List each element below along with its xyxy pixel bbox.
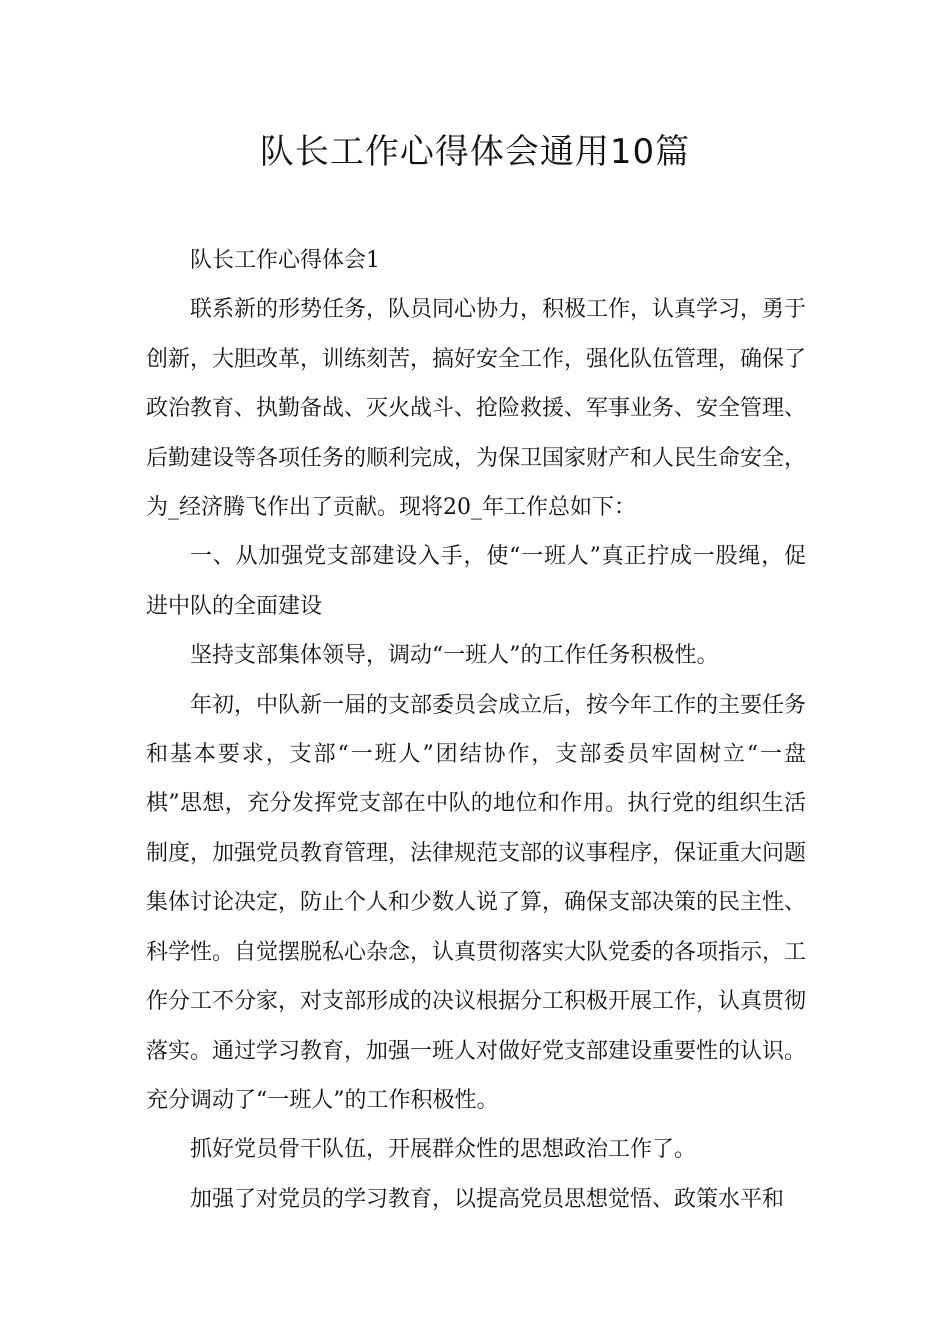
paragraph: 一、从加强党支部建设入手，使“一班人”真正拧成一股绳，促进中队的全面建设: [146, 544, 806, 619]
paragraph: 联系新的形势任务，队员同心协力，积极工作，认真学习，勇于创新，大胆改革，训练刻苦，搞好安全工作，强化队伍管理，确保了政治教育、执勤备战、灭火战斗、抢险救援、军事业务、安全管理、后勤建设等各项任务的顺利完成，为保卫国家财产和人民生命安全，为_经济腾飞作出了贡献。现将20_年工作总如下：: [146, 297, 807, 521]
paragraph: 抓好党员骨干队伍，开展群众性的思想政治工作了。: [190, 1137, 697, 1163]
paragraph: 坚持支部集体领导，调动“一班人”的工作任务积极性。: [190, 643, 719, 669]
document-title: 队长工作心得体会通用10篇: [259, 132, 691, 172]
paragraph: 加强了对党员的学习教育，以提高党员思想觉悟、政策水平和: [190, 1186, 785, 1212]
section-heading: 队长工作心得体会1: [190, 248, 380, 273]
paragraph: 年初，中队新一届的支部委员会成立后，按今年工作的主要任务和基本要求，支部“一班人”团结协作，支部委员牢固树立“一盘棋”思想，充分发挥党支部在中队的地位和作用。执行党的组织生活制度，加强党员教育管理，法律规范支部的议事程序，保证重大问题集体讨论决定，防止个人和少数人说了算，确保支部决策的民主性、科学性。自觉摆脱私心杂念，认真贯彻落实大队党委的各项指示，工作分工不分家，对支部形成的决议根据分工积极开展工作，认真贯彻落实。通过学习教育，加强一班人对做好党支部建设重要性的认识。充分调动了“一班人”的工作积极性。: [146, 692, 807, 1113]
document-body: [146, 236, 806, 1224]
